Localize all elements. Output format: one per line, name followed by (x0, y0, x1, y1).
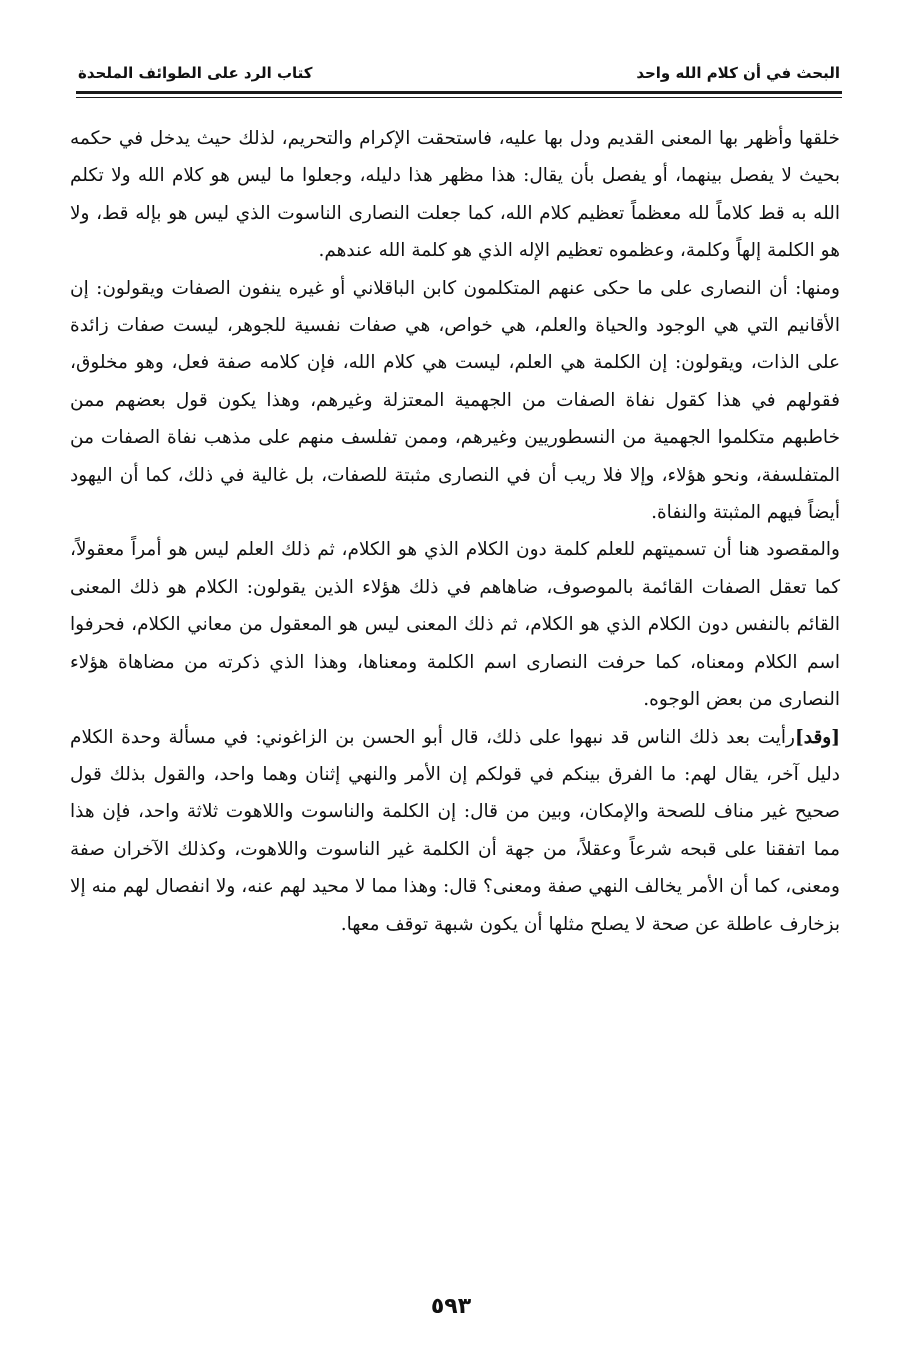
paragraph-4-text: رأيت بعد ذلك الناس قد نبهوا على ذلك، قال أبو الحسن بن الزاغوني: في مسألة وحدة الكلام دليل آخر، يقال لهم: ما الفرق بينكم في قولكم إن الأمر والنهي إثنان وهما واحد، والقول بذلك قول صحيح غير مناف للصحة والإمكان، وبين من قال: إن الكلمة والناسوت واللاهوت ثلاثة واحد، فإن هذا مما اتفقنا على قبحه شرعاً وعقلاً، من جهة أن الكلمة غير الناسوت واللاهوت، وكذلك الآخران صفة ومعنى، كما أن الأمر يخالف النهي صفة ومعنى؟ قال: وهذا مما لا محيد لهم عنه، ولا انفصال لهم منه إلا بزخارف عاطلة عن صحة لا يصلح مثلها أن يكون شبهة توقف معها. (70, 726, 840, 935)
paragraph-3: والمقصود هنا أن تسميتهم للعلم كلمة دون الكلام الذي هو الكلام، ثم ذلك العلم ليس هو أمراً معقولاً، كما تعقل الصفات القائمة بالموصوف، ضاهاهم في ذلك هؤلاء الذين يقولون: الكلام هو ذلك المعنى القائم بالنفس دون الكلام الذي هو الكلام، ثم ذلك المعنى ليس هو المعقول من معاني الكلام، فحرفوا اسم الكلام ومعناه، كما حرفت النصارى اسم الكلمة ومعناها، وهذا الذي ذكرته من مضاهاة هؤلاء النصارى من بعض الوجوه. (70, 539, 840, 711)
paragraph-4 (70, 719, 840, 943)
paragraph-1: خلقها وأظهر بها المعنى القديم ودل بها عليه، فاستحقت الإكرام والتحريم، لذلك حيث يدخل في حكمه بحيث لا يفصل بينهما، أو يفصل بأن يقال: هذا مظهر هذا دليله، وجعلوا ما ليس هو كلام الله ولا تكلم الله به قط كلاماً لله معظماً تعظيم كلام الله، كما جعلت النصارى الناسوت الذي ليس هو بإله قط، ولا هو الكلمة إلهاً وكلمة، وعظموه تعظيم الإله الذي هو كلمة الله عندهم. (70, 128, 840, 262)
header-book-title: كتاب الرد على الطوائف الملحدة (78, 64, 313, 82)
main-text (70, 120, 840, 943)
header-rule-thin (76, 97, 842, 98)
page-number: ٥٩٣ (430, 1294, 472, 1319)
paragraph-2: ومنها: أن النصارى على ما حكى عنهم المتكلمون كابن الباقلاني أو غيره ينفون الصفات ويقولون: إن الأقانيم التي هي الوجود والحياة والعلم، هي خواص، هي صفات نفسية للجوهر، ليست صفات زائدة على الذات، ويقولون: إن الكلمة هي العلم، ليست هي كلام الله، فإن كلامه صفة فعل، وهو مخلوق، فقولهم في هذا كقول نفاة الصفات من الجهمية المعتزلة وغيرهم، وهذا يكون قول بعضهم ممن خاطبهم متكلموا الجهمية من النسطوريين وغيرهم، وممن تفلسف منهم على مذهب نفاة الصفات من المتفلسفة، ونحو هؤلاء، وإلا فلا ريب أن في النصارى مثبتة للصفات، بل غالية في ذلك، كما أن اليهود أيضاً فيهم المثبتة والنفاة. (70, 277, 840, 524)
header-rule-thick (76, 91, 842, 94)
header-chapter-title: البحث في أن كلام الله واحد (636, 64, 840, 82)
running-header (78, 58, 840, 88)
bracketed-insertion: [وقد] (795, 726, 840, 748)
